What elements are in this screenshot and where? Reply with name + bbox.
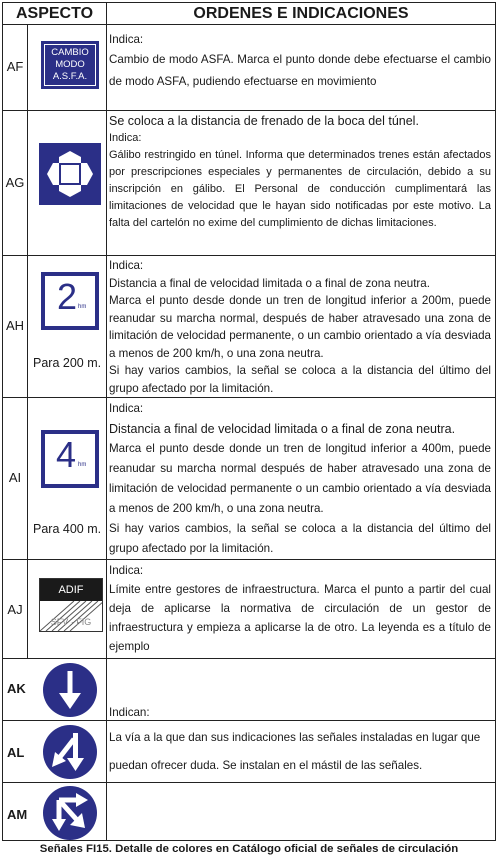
indican-label: Indican: (109, 706, 150, 719)
sign-number: 2 (57, 276, 78, 317)
description: Límite entre gestores de infraestructura. Marca el punto a partir del cual deja de aplicarse la normativa de circulación de un gestor de infraestructura y empieza a aplicarse la de otro. La leyenda es a título de ejemplo (109, 583, 491, 653)
note: Si hay varios cambios, la señal se coloca a la distancia del último del grupo afectado por la limitación. (109, 522, 491, 555)
sign-line: CAMBIO (51, 47, 89, 58)
row-code: AK (7, 681, 26, 696)
distance-4hm-sign (41, 430, 99, 488)
sign-line: A.S.F.A. (52, 71, 88, 82)
description: Gálibo restringido en túnel. Informa que determinados trenes están afectados por prescripciones especiales y permanentes de circulación, debido a su inscripción en gálibo. El Personal de conducción cumplimentará las limitaciones de velocidad que le hayan sido notificadas por este motivo. La falta del cartelón no exime del cumplimiento de dichas limitaciones. (109, 149, 491, 229)
cambio-modo-sign (41, 41, 99, 89)
indica-label: Indica: (109, 33, 144, 46)
row-text (109, 701, 491, 780)
table-row-ah (3, 256, 495, 398)
description: Marca el punto desde donde un tren de longitud inferior a 200m, puede reanudar su marcha normal, después de haber atravesado una zona de limitación de velocidad permanente, o un cambio orientado a vía desviada a menos de 200 km/h, o una zona neutra. (109, 294, 491, 360)
summary: Distancia a final de velocidad limitada o a final de zona neutra. (109, 422, 456, 436)
sign-top-label: ADIF (40, 579, 102, 601)
header-aspecto: ASPECTO (15, 5, 94, 22)
sign-bottom-label: SFV · FIG (50, 617, 92, 627)
row-text (109, 399, 491, 559)
table-row-aj (3, 560, 495, 659)
description: Marca el punto desde donde un tren de longitud inferior a 400m, puede reanudar su marcha normal después de haber atravesado una zona de limitación de velocidad permanente o un cambio orientado a vía desviada a menos de 200 km/h, o una zona neutra. (109, 442, 491, 515)
sign-number: 4 (56, 434, 77, 475)
table-row-am (3, 783, 495, 842)
table-header (3, 3, 495, 25)
indica-label: Indica: (109, 402, 144, 415)
row-text (109, 561, 491, 656)
row-text (109, 257, 491, 397)
indica-label: Indica: (109, 259, 144, 272)
header-ordenes: ORDENES E INDICACIONES (193, 5, 409, 22)
row-code: AL (7, 745, 25, 760)
distance-2hm-sign (41, 272, 99, 330)
summary: Distancia a final de velocidad limitada o a final de zona neutra. (109, 276, 430, 290)
table-row-af (3, 25, 495, 111)
row-code: AM (7, 807, 28, 822)
figure-caption: Señales FI15. Detalle de colores en Catálogo oficial de señales de circulación (39, 843, 459, 855)
row-text (109, 113, 491, 232)
description: Cambio de modo ASFA. Marca el punto donde debe efectuarse el cambio de modo ASFA, pudiendo efectuarse en movimiento (109, 53, 491, 88)
arrow-down-icon (43, 663, 97, 717)
sign-unit: hm (78, 304, 87, 310)
table-row-ag (3, 111, 495, 256)
sign-subtitle: Para 400 m. (33, 522, 102, 536)
row-code: AJ (7, 602, 23, 617)
placement-note: Se coloca a la distancia de frenado de la boca del túnel. (109, 114, 419, 128)
arrow-diverge-icon (43, 786, 97, 840)
signals-table (2, 2, 496, 841)
note: Si hay varios cambios, la señal se coloca a la distancia del último del grupo afectado por la limitación. (109, 364, 491, 395)
arrow-down-and-left-icon (43, 725, 97, 779)
sign-subtitle: Para 200 m. (33, 356, 102, 370)
sign-unit: hm (78, 462, 87, 468)
indica-label: Indica: (109, 132, 142, 144)
table-row-ai (3, 398, 495, 560)
adif-boundary-sign (39, 578, 103, 632)
row-code: AF (6, 59, 24, 74)
row-code: AH (5, 318, 25, 333)
sign-line: MODO (55, 59, 85, 70)
description: La vía a la que dan sus indicaciones las señales instaladas en lugar que puedan ofrecer duda. Se instalan en el mástil de las señales. (109, 731, 481, 772)
row-code: AG (5, 175, 25, 190)
row-code: AI (8, 470, 22, 485)
indica-label: Indica: (109, 564, 144, 577)
row-text (109, 31, 491, 93)
galibo-tunel-icon (39, 143, 101, 205)
